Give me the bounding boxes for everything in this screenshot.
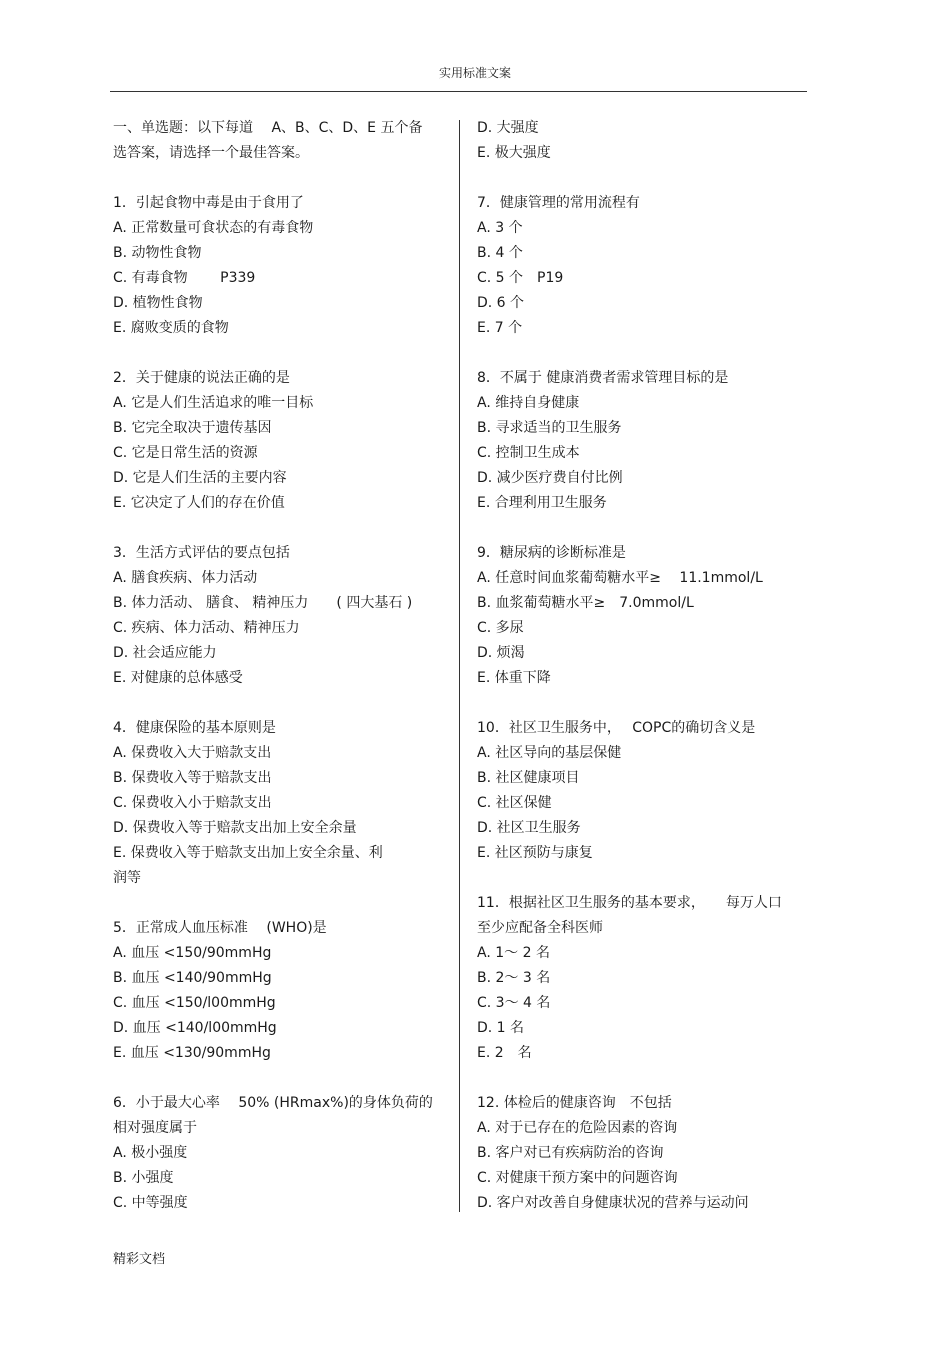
right-text-line: D. 减少医疗费自付比例 <box>477 470 623 486</box>
right-text-line: C. 社区保健 <box>477 795 552 811</box>
left-text-line: E. 它决定了人们的存在价值 <box>113 495 285 511</box>
left-text-line: 3．生活方式评估的要点包括 <box>113 545 290 561</box>
right-text-line: C. 控制卫生成本 <box>477 445 580 461</box>
right-text-line: 10．社区卫生服务中， COPC的确切含义是 <box>477 720 756 736</box>
left-spacer <box>113 341 445 366</box>
left-text-line: C. 中等强度 <box>113 1195 188 1211</box>
right-spacer <box>477 691 807 716</box>
right-text-line: B. 社区健康项目 <box>477 770 580 786</box>
right-text-line: E. 2 名 <box>477 1045 532 1061</box>
right-text-line: 11．根据社区卫生服务的基本要求， 每万人口 <box>477 895 782 911</box>
right-text-line: A. 1～ 2 名 <box>477 945 550 961</box>
left-text-line: 一、单选题：以下每道 A、B、C、D、E 五个备 <box>113 120 423 136</box>
left-text-line: B. 保费收入等于赔款支出 <box>113 770 272 786</box>
right-text-line: E. 体重下降 <box>477 670 551 686</box>
left-text-line: E. 腐败变质的食物 <box>113 320 229 336</box>
left-text-line: E. 保费收入等于赔款支出加上安全余量、利 <box>113 845 383 861</box>
right-spacer <box>477 516 807 541</box>
left-text-line: D. 血压 <140/l00mmHg <box>113 1020 277 1036</box>
left-spacer <box>113 166 445 191</box>
left-text-line: C. 有毒食物 P339 <box>113 270 256 286</box>
left-text-line: A. 极小强度 <box>113 1145 188 1161</box>
header-rule <box>110 91 807 92</box>
left-text-line: D. 植物性食物 <box>113 295 203 311</box>
right-text-line: C. 多尿 <box>477 620 524 636</box>
right-text-line: D. 客户对改善自身健康状况的营养与运动问 <box>477 1195 749 1211</box>
right-spacer <box>477 166 807 191</box>
page-header: 实用标准文案 <box>438 66 511 80</box>
right-text-line: 8．不属于 健康消费者需求管理目标的是 <box>477 370 729 386</box>
column-divider <box>459 120 460 1212</box>
right-text-line: B. 寻求适当的卫生服务 <box>477 420 622 436</box>
right-text-line: B. 2～ 3 名 <box>477 970 551 986</box>
right-text-line: D. 6 个 <box>477 295 525 311</box>
right-text-line: D. 大强度 <box>477 120 539 136</box>
right-text-line: A. 3 个 <box>477 220 523 236</box>
right-text-line: C. 3～ 4 名 <box>477 995 551 1011</box>
left-text-line: D. 保费收入等于赔款支出加上安全余量 <box>113 820 357 836</box>
right-text-line: D. 1 名 <box>477 1020 525 1036</box>
left-text-line: E. 对健康的总体感受 <box>113 670 243 686</box>
left-text-line: B. 动物性食物 <box>113 245 202 261</box>
left-text-line: C. 疾病、体力活动、精神压力 <box>113 620 300 636</box>
left-text-line: B. 它完全取决于遗传基因 <box>113 420 272 436</box>
left-text-line: D. 它是人们生活的主要内容 <box>113 470 287 486</box>
left-spacer <box>113 1066 445 1091</box>
right-text-line: E. 合理利用卫生服务 <box>477 495 607 511</box>
right-text-line: A. 任意时间血浆葡萄糖水平≥ 11.1mmol/L <box>477 570 763 586</box>
right-text-line: B. 血浆葡萄糖水平≥ 7.0mmol/L <box>477 595 694 611</box>
right-text-line: 9．糖尿病的诊断标准是 <box>477 545 626 561</box>
left-text-line: C. 它是日常生活的资源 <box>113 445 258 461</box>
right-text-line: 12. 体检后的健康咨询 不包括 <box>477 1095 672 1111</box>
left-text-line: D. 社会适应能力 <box>113 645 217 661</box>
left-spacer <box>113 691 445 716</box>
right-text-line: C. 5 个 P19 <box>477 270 564 286</box>
left-text-line: 1．引起食物中毒是由于食用了 <box>113 195 304 211</box>
right-text-line: E. 极大强度 <box>477 145 551 161</box>
page-footer: 精彩文档 <box>113 1252 166 1267</box>
right-text-line: B. 客户对已有疾病防治的咨询 <box>477 1145 664 1161</box>
left-text-line: C. 保费收入小于赔款支出 <box>113 795 272 811</box>
left-text-line: A. 血压 <150/90mmHg <box>113 945 272 961</box>
right-spacer <box>477 1066 807 1091</box>
right-spacer <box>477 341 807 366</box>
left-text-line: A. 它是人们生活追求的唯一目标 <box>113 395 314 411</box>
left-text-line: 4．健康保险的基本原则是 <box>113 720 276 736</box>
left-text-line: 2．关于健康的说法正确的是 <box>113 370 290 386</box>
right-text-line: C. 对健康干预方案中的问题咨询 <box>477 1170 678 1186</box>
right-text-line: E. 社区预防与康复 <box>477 845 593 861</box>
right-text-line: A. 维持自身健康 <box>477 395 580 411</box>
left-text-line: A. 膳食疾病、体力活动 <box>113 570 258 586</box>
right-text-line: B. 4 个 <box>477 245 523 261</box>
right-text-line: D. 烦渴 <box>477 645 525 661</box>
left-text-line: B. 体力活动、 膳食、 精神压力 ( 四大基石 ) <box>113 595 413 611</box>
left-text-line: A. 保费收入大于赔款支出 <box>113 745 272 761</box>
right-spacer <box>477 866 807 891</box>
left-text-line: 5．正常成人血压标准 (WHO)是 <box>113 920 327 936</box>
left-text-line: 选答案，请选择一个最佳答案。 <box>113 145 309 161</box>
left-text-line: A. 正常数量可食状态的有毒食物 <box>113 220 314 236</box>
left-text-line: 相对强度属于 <box>113 1120 197 1136</box>
left-spacer <box>113 516 445 541</box>
right-text-line: A. 对于已存在的危险因素的咨询 <box>477 1120 678 1136</box>
left-text-line: B. 血压 <140/90mmHg <box>113 970 272 986</box>
left-text-line: E. 血压 <130/90mmHg <box>113 1045 271 1061</box>
left-text-line: B. 小强度 <box>113 1170 174 1186</box>
right-column <box>477 116 807 1216</box>
left-text-line: C. 血压 <150/l00mmHg <box>113 995 276 1011</box>
left-spacer <box>113 891 445 916</box>
right-text-line: 至少应配备全科医师 <box>477 920 603 936</box>
left-text-line: 润等 <box>113 870 141 886</box>
right-text-line: E. 7 个 <box>477 320 523 336</box>
right-text-line: 7．健康管理的常用流程有 <box>477 195 640 211</box>
right-text-line: A. 社区导向的基层保健 <box>477 745 622 761</box>
left-column <box>113 116 445 1216</box>
right-text-line: D. 社区卫生服务 <box>477 820 581 836</box>
left-text-line: 6．小于最大心率 50% (HRmax%)的身体负荷的 <box>113 1095 433 1111</box>
